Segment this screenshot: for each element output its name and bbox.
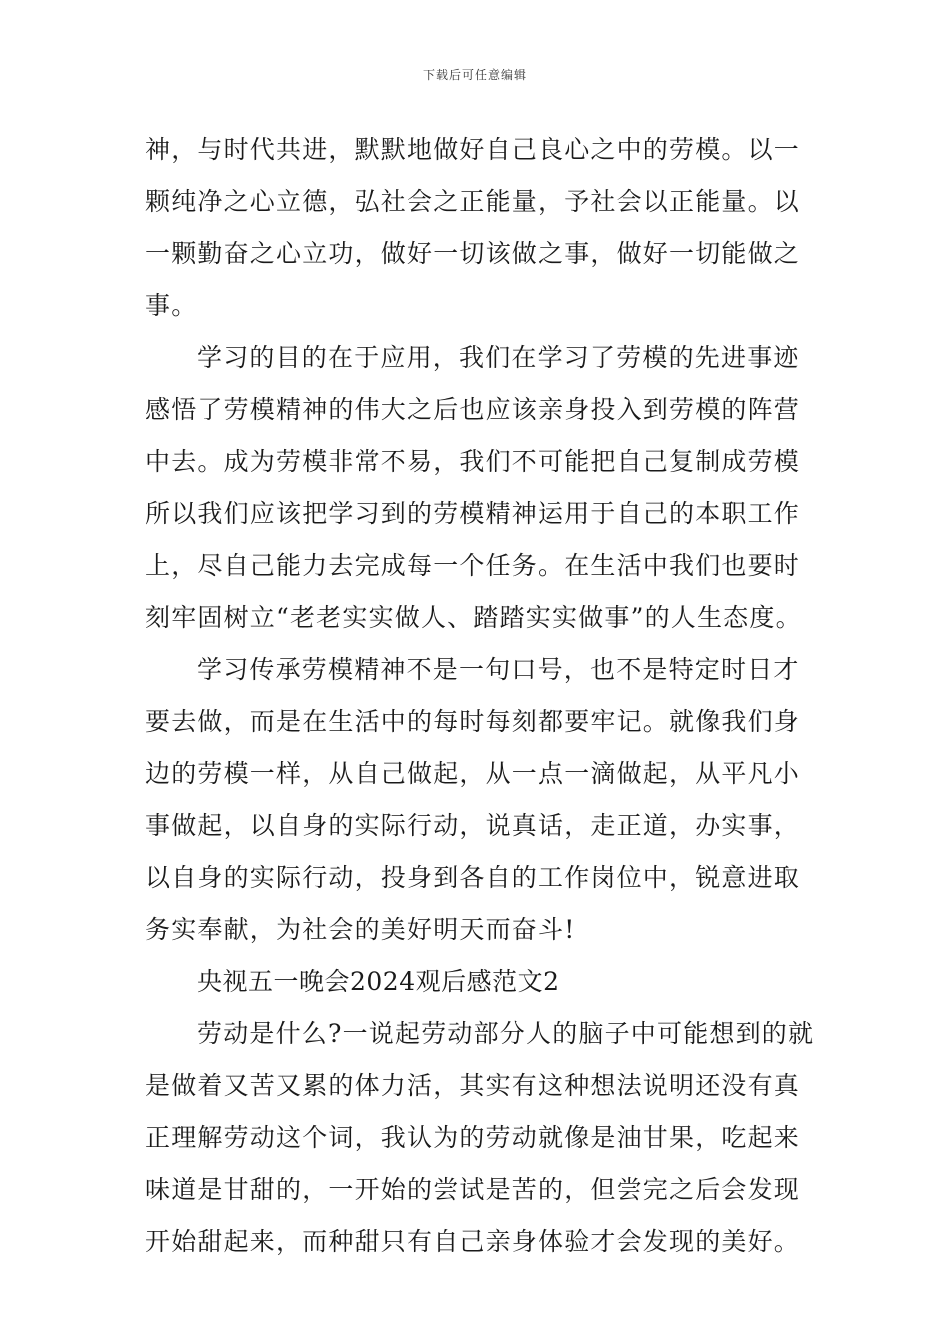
text-line: 劳动是什么?一说起劳动部分人的脑子中可能想到的就 [197,1019,815,1048]
text-line: 中去。成为劳模非常不易，我们不可能把自己复制成劳模 [145,447,801,476]
text-line: 事。 [145,291,198,320]
text-line: 务实奉献，为社会的美好明天而奋斗! [145,915,576,944]
paragraph-2 [145,332,807,644]
heading-line: 央视五一晚会2024观后感范文2 [197,967,560,996]
page-header: 下载后可任意编辑 [422,68,527,82]
text-line: 所以我们应该把学习到的劳模精神运用于自己的本职工作 [145,499,801,528]
text-line: 正理解劳动这个词，我认为的劳动就像是油甘果，吃起来 [145,1123,801,1152]
text-line: 学习的目的在于应用，我们在学习了劳模的先进事迹 [197,343,800,372]
paragraph-3 [145,644,807,956]
text-line: 神，与时代共进，默默地做好自己良心之中的劳模。以一 [145,135,801,164]
text-line: 事做起，以自身的实际行动，说真话，走正道，办实事， [145,811,801,840]
text-line: 是做着又苦又累的体力活，其实有这种想法说明还没有真 [145,1071,801,1100]
text-line: 上，尽自己能力去完成每一个任务。在生活中我们也要时 [145,551,801,580]
text-line: 刻牢固树立“老老实实做人、踏踏实实做事”的人生态度。 [145,603,802,632]
text-line: 一颗勤奋之心立功，做好一切该做之事，做好一切能做之 [145,239,801,268]
text-line: 边的劳模一样，从自己做起，从一点一滴做起，从平凡小 [145,759,801,788]
section-heading [145,956,807,1008]
text-line: 开始甜起来，而种甜只有自己亲身体验才会发现的美好。 [145,1227,801,1256]
paragraph-4 [145,1008,815,1268]
text-line: 以自身的实际行动，投身到各自的工作岗位中，锐意进取 [145,863,801,892]
document-body [145,124,815,1268]
text-line: 要去做，而是在生活中的每时每刻都要牢记。就像我们身 [145,707,801,736]
paragraph-1 [145,124,807,332]
text-line: 味道是甘甜的，一开始的尝试是苦的，但尝完之后会发现 [145,1175,801,1204]
text-line: 学习传承劳模精神不是一句口号，也不是特定时日才 [197,655,800,684]
text-line: 感悟了劳模精神的伟大之后也应该亲身投入到劳模的阵营 [145,395,801,424]
text-line: 颗纯净之心立德，弘社会之正能量，予社会以正能量。以 [145,187,801,216]
